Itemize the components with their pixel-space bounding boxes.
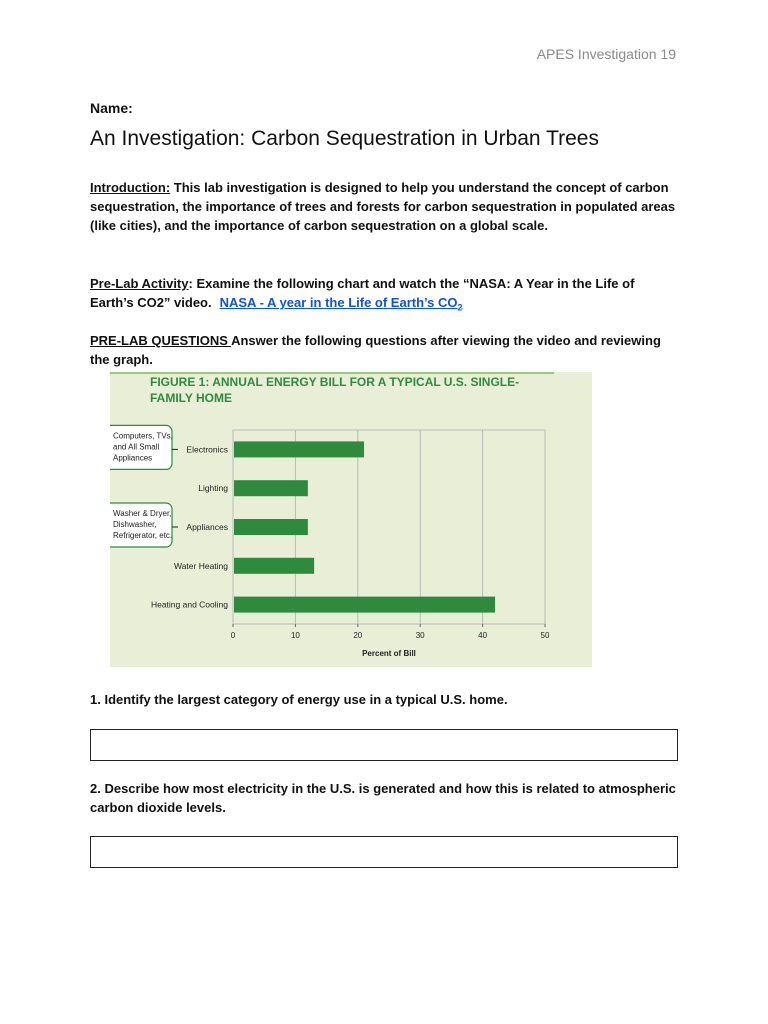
introduction-paragraph [90, 178, 680, 235]
chart-annotation-text: Washer & Dryer, [113, 509, 172, 518]
introduction-text: This lab investigation is designed to help you understand the concept of carbon sequestration, the importance of trees and forests for carbon sequestration in populated areas (like cities), and the importance of carbon sequestration on a global scale. [90, 180, 676, 233]
document-header-label: APES Investigation 19 [536, 46, 676, 62]
chart-x-axis-label: Percent of Bill [362, 649, 416, 658]
chart-title-line-2: FAMILY HOME [150, 391, 233, 405]
chart-category-label: Heating and Cooling [150, 599, 228, 610]
chart-category-label: Appliances [186, 522, 228, 532]
chart-bar [234, 558, 314, 574]
chart-x-tick-label: 20 [353, 631, 363, 640]
chart-annotation-text: Dishwasher, [113, 520, 157, 529]
energy-bill-figure [110, 372, 592, 667]
prelab-questions-label: PRE-LAB QUESTIONS [90, 333, 232, 348]
chart-x-tick-label: 30 [415, 631, 425, 640]
chart-annotation-text: Computers, TVs, [113, 431, 173, 441]
chart-bar [234, 597, 495, 613]
introduction-label: Introduction: [90, 180, 171, 195]
question-1: 1. Identify the largest category of energy use in a typical U.S. home. [90, 692, 508, 707]
prelab-questions-text: Answer the following questions after viewing the video and reviewing the graph. [90, 333, 661, 367]
prelab-questions-paragraph [90, 331, 680, 369]
question-2: 2. Describe how most electricity in the U.S. is generated and how this is related to atmospheric carbon dioxide levels. [90, 781, 676, 815]
nasa-video-link-text: NASA - A year in the Life of Earth’s CO [219, 295, 458, 310]
chart-x-tick-label: 40 [478, 631, 488, 640]
chart-title-line-1: FIGURE 1: ANNUAL ENERGY BILL FOR A TYPICAL U.S. SINGLE- [150, 375, 520, 389]
page-title: An Investigation: Carbon Sequestration in Urban Trees [90, 127, 599, 150]
chart-x-tick-label: 50 [540, 631, 550, 640]
prelab-activity-paragraph [90, 274, 680, 318]
nasa-video-link[interactable] [219, 295, 463, 313]
energy-bill-chart [110, 372, 592, 667]
chart-category-label: Electronics [186, 444, 228, 455]
chart-annotation-text: and All Small [113, 442, 160, 452]
chart-annotation-text: Appliances [113, 453, 153, 463]
chart-x-tick-label: 10 [290, 631, 300, 640]
question-1-answer-field[interactable] [90, 729, 678, 761]
prelab-activity-label: Pre-Lab Activity [90, 276, 189, 291]
chart-bar [234, 519, 308, 535]
question-2-answer-field[interactable] [90, 836, 678, 868]
chart-category-label: Water Heating [173, 560, 228, 571]
nasa-video-link-subscript: 2 [457, 302, 463, 313]
name-label: Name: [90, 100, 133, 116]
prelab-activity-text: : Examine the following chart and watch the “NASA: A Year in the Life of Earth’s CO2” video. [90, 276, 635, 310]
chart-bar [234, 441, 364, 457]
chart-annotation-text: Refrigerator, etc. [113, 531, 173, 540]
chart-x-tick-label: 0 [230, 631, 236, 640]
chart-bar [234, 480, 308, 496]
chart-category-label: Lighting [198, 483, 228, 494]
